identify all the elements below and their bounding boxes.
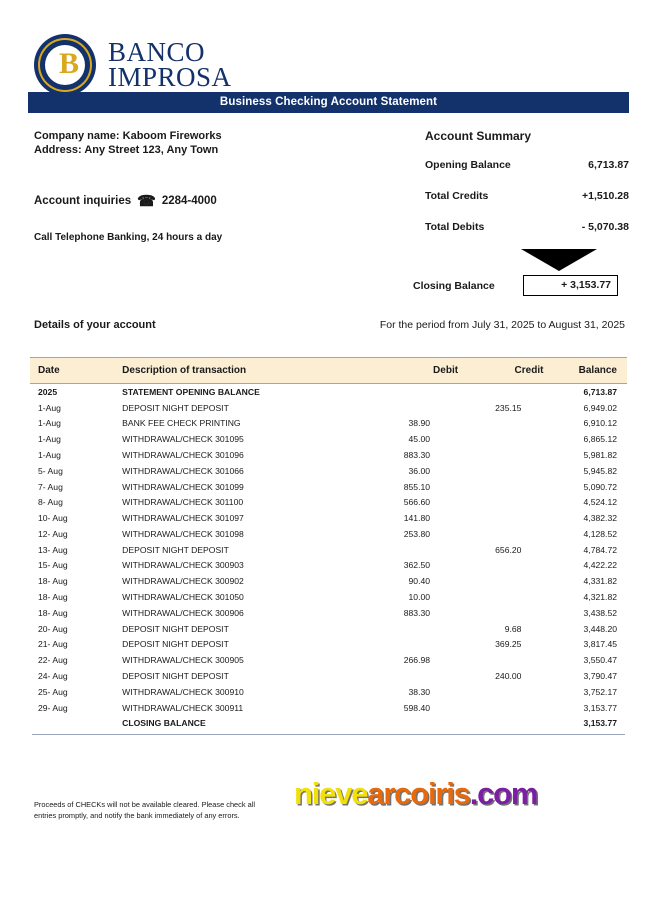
cell-balance: 3,550.47 (583, 655, 617, 666)
cell-date: 18- Aug (38, 607, 68, 618)
cell-credit (458, 526, 543, 542)
cell-credit (458, 416, 543, 432)
summary-value: +1,510.28 (581, 190, 629, 202)
account-inquiries (34, 193, 413, 211)
cell-balance: 4,784.72 (583, 544, 617, 555)
cell-balance: 3,153.77 (583, 718, 617, 729)
cell-credit (458, 384, 543, 400)
cell-credit: 656.20 (495, 544, 522, 555)
table-row (30, 479, 627, 495)
cell-credit (458, 479, 543, 495)
cell-date: 7- Aug (38, 481, 63, 492)
cell-balance: 6,713.87 (583, 386, 617, 397)
summary-row-closing-balance (413, 275, 618, 296)
cell-debit: 10.00 (408, 592, 431, 603)
cell-description: DEPOSIT NIGHT DEPOSIT (122, 544, 229, 555)
cell-date: 1-Aug (38, 434, 61, 445)
customer-info (28, 129, 413, 309)
cell-balance: 4,382.32 (583, 513, 617, 524)
cell-date: 1-Aug (38, 450, 61, 461)
cell-balance: 3,438.52 (583, 607, 617, 618)
cell-balance: 3,448.20 (583, 623, 617, 634)
cell-debit: 141.80 (403, 513, 431, 524)
cell-date: 21- Aug (38, 639, 68, 650)
cell-date: 12- Aug (38, 528, 68, 539)
cell-description: WITHDRAWAL/CHECK 301096 (122, 450, 244, 461)
inquiries-phone-number: 2284-4000 (161, 194, 217, 207)
table-row (30, 384, 627, 400)
column-header-debit: Debit (365, 358, 458, 384)
cell-credit: 369.25 (495, 639, 522, 650)
cell-debit (365, 400, 458, 416)
cell-description: WITHDRAWAL/CHECK 301099 (122, 481, 244, 492)
cell-debit: 598.40 (403, 702, 431, 713)
cell-balance: 3,817.45 (583, 639, 617, 650)
table-bottom-rule (32, 734, 625, 735)
bank-logo (28, 0, 629, 92)
cell-debit (365, 384, 458, 400)
bank-name-line2: IMPROSA (108, 62, 232, 92)
cell-credit: 240.00 (495, 670, 522, 681)
statement-title-bar: Business Checking Account Statement (28, 92, 629, 113)
cell-description: CLOSING BALANCE (122, 718, 206, 729)
table-row (30, 400, 627, 416)
cell-description: WITHDRAWAL/CHECK 300911 (122, 702, 244, 713)
column-header-description: Description of transaction (122, 358, 365, 384)
watermark-part-4: com (477, 776, 538, 812)
cell-description: DEPOSIT NIGHT DEPOSIT (122, 639, 229, 650)
table-row (30, 573, 627, 589)
summary-row-opening-balance (425, 159, 629, 171)
cell-date: 1-Aug (38, 418, 61, 429)
cell-description: WITHDRAWAL/CHECK 301097 (122, 513, 244, 524)
transactions-table-head (30, 358, 627, 384)
table-row (30, 589, 627, 605)
cell-date (30, 715, 122, 734)
cell-debit (365, 621, 458, 637)
cell-debit: 362.50 (403, 560, 431, 571)
cell-debit (365, 715, 458, 734)
cell-balance: 3,790.47 (583, 670, 617, 681)
closing-balance-label: Closing Balance (413, 279, 495, 292)
cell-description: WITHDRAWAL/CHECK 300902 (122, 576, 244, 587)
cell-credit (458, 652, 543, 668)
cell-description: WITHDRAWAL/CHECK 300905 (122, 655, 244, 666)
cell-credit (458, 494, 543, 510)
cell-description: WITHDRAWAL/CHECK 301050 (122, 592, 244, 603)
watermark-part-3: . (469, 776, 478, 812)
table-row (30, 652, 627, 668)
table-row (30, 668, 627, 684)
table-row (30, 684, 627, 700)
cell-description: WITHDRAWAL/CHECK 301098 (122, 528, 244, 539)
telephone-icon: ☎ (137, 193, 156, 211)
cell-balance: 3,153.77 (583, 702, 617, 713)
details-heading: Details of your account (34, 319, 156, 331)
monogram-letter: B (58, 47, 71, 80)
cell-debit: 38.30 (408, 686, 431, 697)
account-summary-title: Account Summary (425, 129, 532, 143)
cell-date: 29- Aug (38, 702, 68, 713)
cell-debit: 90.40 (408, 576, 431, 587)
summary-row-total-credits (425, 190, 629, 202)
cell-debit (365, 542, 458, 558)
cell-credit: 9.68 (504, 623, 522, 634)
company-address: Address: Any Street 123, Any Town (34, 144, 219, 157)
cell-credit (458, 605, 543, 621)
cell-credit (458, 510, 543, 526)
statement-header-info (28, 129, 629, 309)
cell-description: WITHDRAWAL/CHECK 300910 (122, 686, 244, 697)
company-name: Company name: Kaboom Fireworks (34, 130, 222, 142)
summary-value: - 5,070.38 (581, 221, 629, 233)
cell-debit (365, 637, 458, 653)
statement-footer (28, 751, 629, 821)
table-row (30, 715, 627, 734)
column-header-balance: Balance (543, 358, 627, 384)
cell-balance: 5,945.82 (583, 465, 617, 476)
column-header-date: Date (30, 358, 122, 384)
cell-date: 5- Aug (38, 465, 63, 476)
cell-description: DEPOSIT NIGHT DEPOSIT (122, 402, 229, 413)
cell-debit (365, 668, 458, 684)
telephone-banking-note: Call Telephone Banking, 24 hours a day (34, 232, 223, 244)
cell-balance: 4,331.82 (583, 576, 617, 587)
cell-description: DEPOSIT NIGHT DEPOSIT (122, 623, 229, 634)
cell-credit (458, 573, 543, 589)
cell-debit: 36.00 (408, 465, 431, 476)
cell-description: WITHDRAWAL/CHECK 301066 (122, 465, 244, 476)
closing-balance-value: + 3,153.77 (523, 275, 618, 296)
cell-date: 20- Aug (38, 623, 68, 634)
watermark-part-2: arcoiris (367, 776, 470, 812)
bank-name-line1: BANCO (108, 37, 206, 68)
cell-date: 25- Aug (38, 686, 68, 697)
table-row (30, 416, 627, 432)
cell-credit (458, 700, 543, 716)
cell-date: 18- Aug (38, 592, 68, 603)
cell-debit: 253.80 (403, 528, 431, 539)
cell-balance: 4,321.82 (583, 592, 617, 603)
cell-date: 15- Aug (38, 560, 68, 571)
table-row (30, 700, 627, 716)
cell-balance: 6,910.12 (583, 418, 617, 429)
cell-description: WITHDRAWAL/CHECK 300903 (122, 560, 244, 571)
cell-date: 24- Aug (38, 670, 68, 681)
cell-balance: 3,752.17 (583, 686, 617, 697)
cell-balance: 5,981.82 (583, 450, 617, 461)
cell-credit (458, 684, 543, 700)
cell-credit (458, 715, 543, 734)
table-row (30, 542, 627, 558)
cell-balance: 6,949.02 (583, 402, 617, 413)
summary-label: Total Credits (425, 190, 489, 202)
cell-balance: 4,422.22 (583, 560, 617, 571)
cell-credit (458, 463, 543, 479)
cell-date: 10- Aug (38, 513, 68, 524)
cell-debit: 38.90 (408, 418, 431, 429)
cell-credit (458, 447, 543, 463)
cell-description: BANK FEE CHECK PRINTING (122, 418, 241, 429)
table-row (30, 463, 627, 479)
watermark-part-1: nieve (294, 776, 368, 812)
column-header-credit: Credit (458, 358, 543, 384)
summary-row-total-debits (425, 221, 629, 233)
table-row (30, 605, 627, 621)
account-inquiries-label: Account inquiries (34, 194, 132, 207)
cell-description: WITHDRAWAL/CHECK 301100 (122, 497, 244, 508)
summary-label: Total Debits (425, 221, 485, 233)
summary-value: 6,713.87 (588, 159, 629, 171)
details-line (28, 319, 629, 331)
cell-debit: 45.00 (408, 434, 431, 445)
table-header-row (30, 358, 627, 384)
cell-date: 1-Aug (38, 402, 61, 413)
cell-description: WITHDRAWAL/CHECK 301095 (122, 434, 244, 445)
bank-name (108, 37, 232, 92)
cell-credit (458, 589, 543, 605)
table-row (30, 621, 627, 637)
cell-credit (458, 558, 543, 574)
cell-date: 18- Aug (38, 576, 68, 587)
table-row (30, 637, 627, 653)
summary-label: Opening Balance (425, 159, 511, 171)
cell-balance: 4,128.52 (583, 528, 617, 539)
cell-description: STATEMENT OPENING BALANCE (122, 386, 260, 397)
cell-balance: 4,524.12 (583, 497, 617, 508)
cell-debit: 883.30 (403, 607, 431, 618)
cell-debit: 855.10 (403, 481, 431, 492)
table-row (30, 447, 627, 463)
cell-debit: 883.30 (403, 450, 431, 461)
table-row (30, 510, 627, 526)
cell-date: 13- Aug (38, 544, 68, 555)
table-row (30, 494, 627, 510)
bank-seal-icon (34, 34, 96, 96)
watermark (274, 778, 623, 821)
statement-period: For the period from July 31, 2025 to August 31, 2025 (379, 319, 625, 331)
transactions-table (30, 357, 627, 734)
cell-credit: 235.15 (495, 402, 522, 413)
cell-balance: 6,865.12 (583, 434, 617, 445)
table-row (30, 526, 627, 542)
cell-date: 22- Aug (38, 655, 68, 666)
transactions-table-body (30, 384, 627, 735)
arrow-down-icon (521, 249, 597, 271)
cell-date: 8- Aug (38, 497, 63, 508)
cell-debit: 266.98 (403, 655, 431, 666)
table-row (30, 558, 627, 574)
account-summary (413, 129, 629, 309)
table-row (30, 431, 627, 447)
cell-description: DEPOSIT NIGHT DEPOSIT (122, 670, 229, 681)
footer-disclaimer: Proceeds of CHECKs will not be available cleared. Please check all entries promptly, and notify the bank immediately of any errors. (34, 799, 256, 820)
cell-balance: 5,090.72 (583, 481, 617, 492)
cell-credit (458, 431, 543, 447)
cell-description: WITHDRAWAL/CHECK 300906 (122, 607, 244, 618)
cell-debit: 566.60 (403, 497, 431, 508)
transactions-table-wrapper (28, 357, 629, 735)
cell-date: 2025 (38, 386, 58, 397)
